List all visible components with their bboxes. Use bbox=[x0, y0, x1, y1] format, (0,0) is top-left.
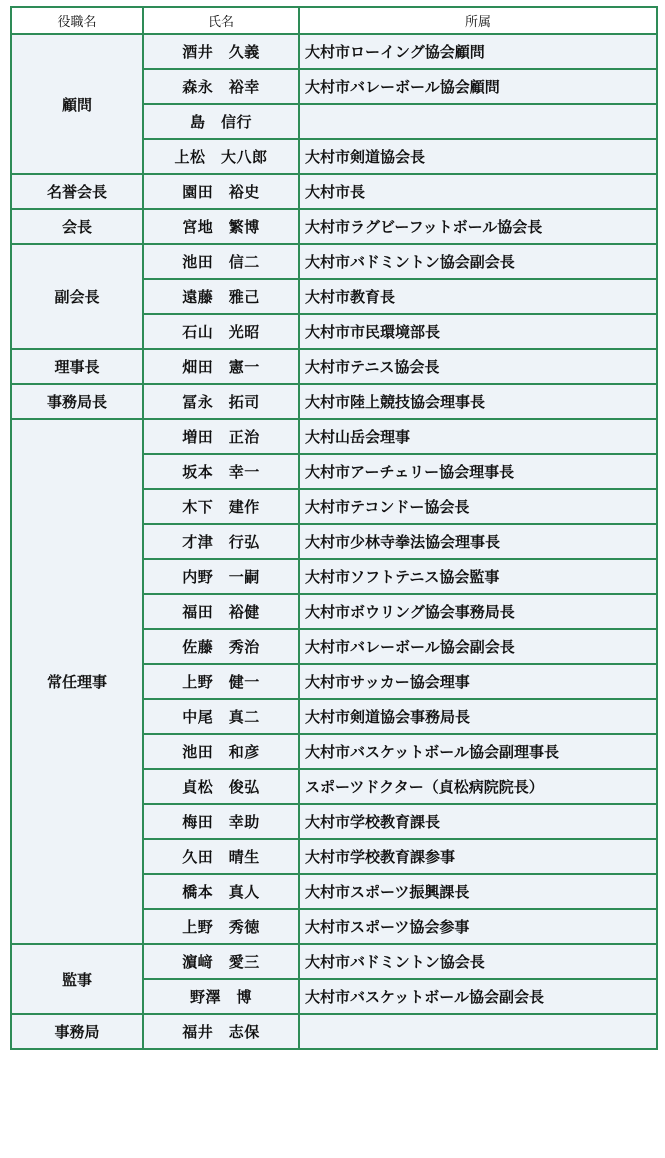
header-name: 氏名 bbox=[143, 7, 299, 34]
name-cell: 福田 裕健 bbox=[143, 594, 299, 629]
affiliation-cell: 大村市ボウリング協会事務局長 bbox=[299, 594, 657, 629]
affiliation-cell: 大村市スポーツ振興課長 bbox=[299, 874, 657, 909]
name-cell: 上松 大八郎 bbox=[143, 139, 299, 174]
name-cell: 園田 裕史 bbox=[143, 174, 299, 209]
name-cell: 木下 建作 bbox=[143, 489, 299, 524]
name-cell: 島 信行 bbox=[143, 104, 299, 139]
name-cell: 福井 志保 bbox=[143, 1014, 299, 1049]
name-cell: 池田 和彦 bbox=[143, 734, 299, 769]
header-role: 役職名 bbox=[11, 7, 143, 34]
affiliation-cell: 大村市陸上競技協会理事長 bbox=[299, 384, 657, 419]
affiliation-cell: 大村市バドミントン協会副会長 bbox=[299, 244, 657, 279]
table-row bbox=[11, 244, 657, 279]
affiliation-cell: 大村山岳会理事 bbox=[299, 419, 657, 454]
affiliation-cell: 大村市教育長 bbox=[299, 279, 657, 314]
affiliation-cell: 大村市長 bbox=[299, 174, 657, 209]
name-cell: 畑田 憲一 bbox=[143, 349, 299, 384]
role-cell: 常任理事 bbox=[11, 419, 143, 944]
affiliation-cell: 大村市学校教育課参事 bbox=[299, 839, 657, 874]
affiliation-cell: 大村市ローイング協会顧問 bbox=[299, 34, 657, 69]
affiliation-cell bbox=[299, 104, 657, 139]
role-cell: 事務局長 bbox=[11, 384, 143, 419]
affiliation-cell bbox=[299, 1014, 657, 1049]
name-cell: 久田 晴生 bbox=[143, 839, 299, 874]
affiliation-cell: 大村市スポーツ協会参事 bbox=[299, 909, 657, 944]
name-cell: 酒井 久義 bbox=[143, 34, 299, 69]
role-cell: 名誉会長 bbox=[11, 174, 143, 209]
affiliation-cell: 大村市テニス協会長 bbox=[299, 349, 657, 384]
name-cell: 野澤 博 bbox=[143, 979, 299, 1014]
name-cell: 濵﨑 愛三 bbox=[143, 944, 299, 979]
table-row bbox=[11, 384, 657, 419]
affiliation-cell: 大村市剣道協会長 bbox=[299, 139, 657, 174]
officers-table bbox=[10, 6, 658, 1050]
name-cell: 内野 一嗣 bbox=[143, 559, 299, 594]
affiliation-cell: 大村市バスケットボール協会副会長 bbox=[299, 979, 657, 1014]
name-cell: 遠藤 雅己 bbox=[143, 279, 299, 314]
table-row bbox=[11, 419, 657, 454]
role-cell: 監事 bbox=[11, 944, 143, 1014]
name-cell: 石山 光昭 bbox=[143, 314, 299, 349]
name-cell: 橋本 真人 bbox=[143, 874, 299, 909]
affiliation-cell: 大村市バレーボール協会副会長 bbox=[299, 629, 657, 664]
affiliation-cell: 大村市剣道協会事務局長 bbox=[299, 699, 657, 734]
name-cell: 貞松 俊弘 bbox=[143, 769, 299, 804]
role-cell: 副会長 bbox=[11, 244, 143, 349]
affiliation-cell: 大村市バレーボール協会顧問 bbox=[299, 69, 657, 104]
affiliation-cell: 大村市少林寺拳法協会理事長 bbox=[299, 524, 657, 559]
name-cell: 佐藤 秀治 bbox=[143, 629, 299, 664]
name-cell: 上野 健一 bbox=[143, 664, 299, 699]
affiliation-cell: 大村市学校教育課長 bbox=[299, 804, 657, 839]
table-row bbox=[11, 944, 657, 979]
table-row bbox=[11, 174, 657, 209]
affiliation-cell: 大村市ラグビーフットボール協会長 bbox=[299, 209, 657, 244]
officers-table-container bbox=[10, 6, 658, 1050]
name-cell: 梅田 幸助 bbox=[143, 804, 299, 839]
name-cell: 坂本 幸一 bbox=[143, 454, 299, 489]
name-cell: 冨永 拓司 bbox=[143, 384, 299, 419]
name-cell: 森永 裕幸 bbox=[143, 69, 299, 104]
name-cell: 池田 信二 bbox=[143, 244, 299, 279]
name-cell: 増田 正治 bbox=[143, 419, 299, 454]
affiliation-cell: 大村市アーチェリー協会理事長 bbox=[299, 454, 657, 489]
name-cell: 才津 行弘 bbox=[143, 524, 299, 559]
name-cell: 宮地 繁博 bbox=[143, 209, 299, 244]
affiliation-cell: 大村市バスケットボール協会副理事長 bbox=[299, 734, 657, 769]
header-affiliation: 所属 bbox=[299, 7, 657, 34]
table-body bbox=[11, 34, 657, 1049]
affiliation-cell: 大村市ソフトテニス協会監事 bbox=[299, 559, 657, 594]
table-row bbox=[11, 349, 657, 384]
role-cell: 理事長 bbox=[11, 349, 143, 384]
affiliation-cell: 大村市サッカー協会理事 bbox=[299, 664, 657, 699]
affiliation-cell: 大村市市民環境部長 bbox=[299, 314, 657, 349]
table-row bbox=[11, 34, 657, 69]
table-row bbox=[11, 1014, 657, 1049]
role-cell: 会長 bbox=[11, 209, 143, 244]
affiliation-cell: スポーツドクター（貞松病院院長） bbox=[299, 769, 657, 804]
table-header-row bbox=[11, 7, 657, 34]
affiliation-cell: 大村市テコンドー協会長 bbox=[299, 489, 657, 524]
table-row bbox=[11, 209, 657, 244]
role-cell: 顧問 bbox=[11, 34, 143, 174]
affiliation-cell: 大村市バドミントン協会長 bbox=[299, 944, 657, 979]
name-cell: 中尾 真二 bbox=[143, 699, 299, 734]
name-cell: 上野 秀徳 bbox=[143, 909, 299, 944]
role-cell: 事務局 bbox=[11, 1014, 143, 1049]
